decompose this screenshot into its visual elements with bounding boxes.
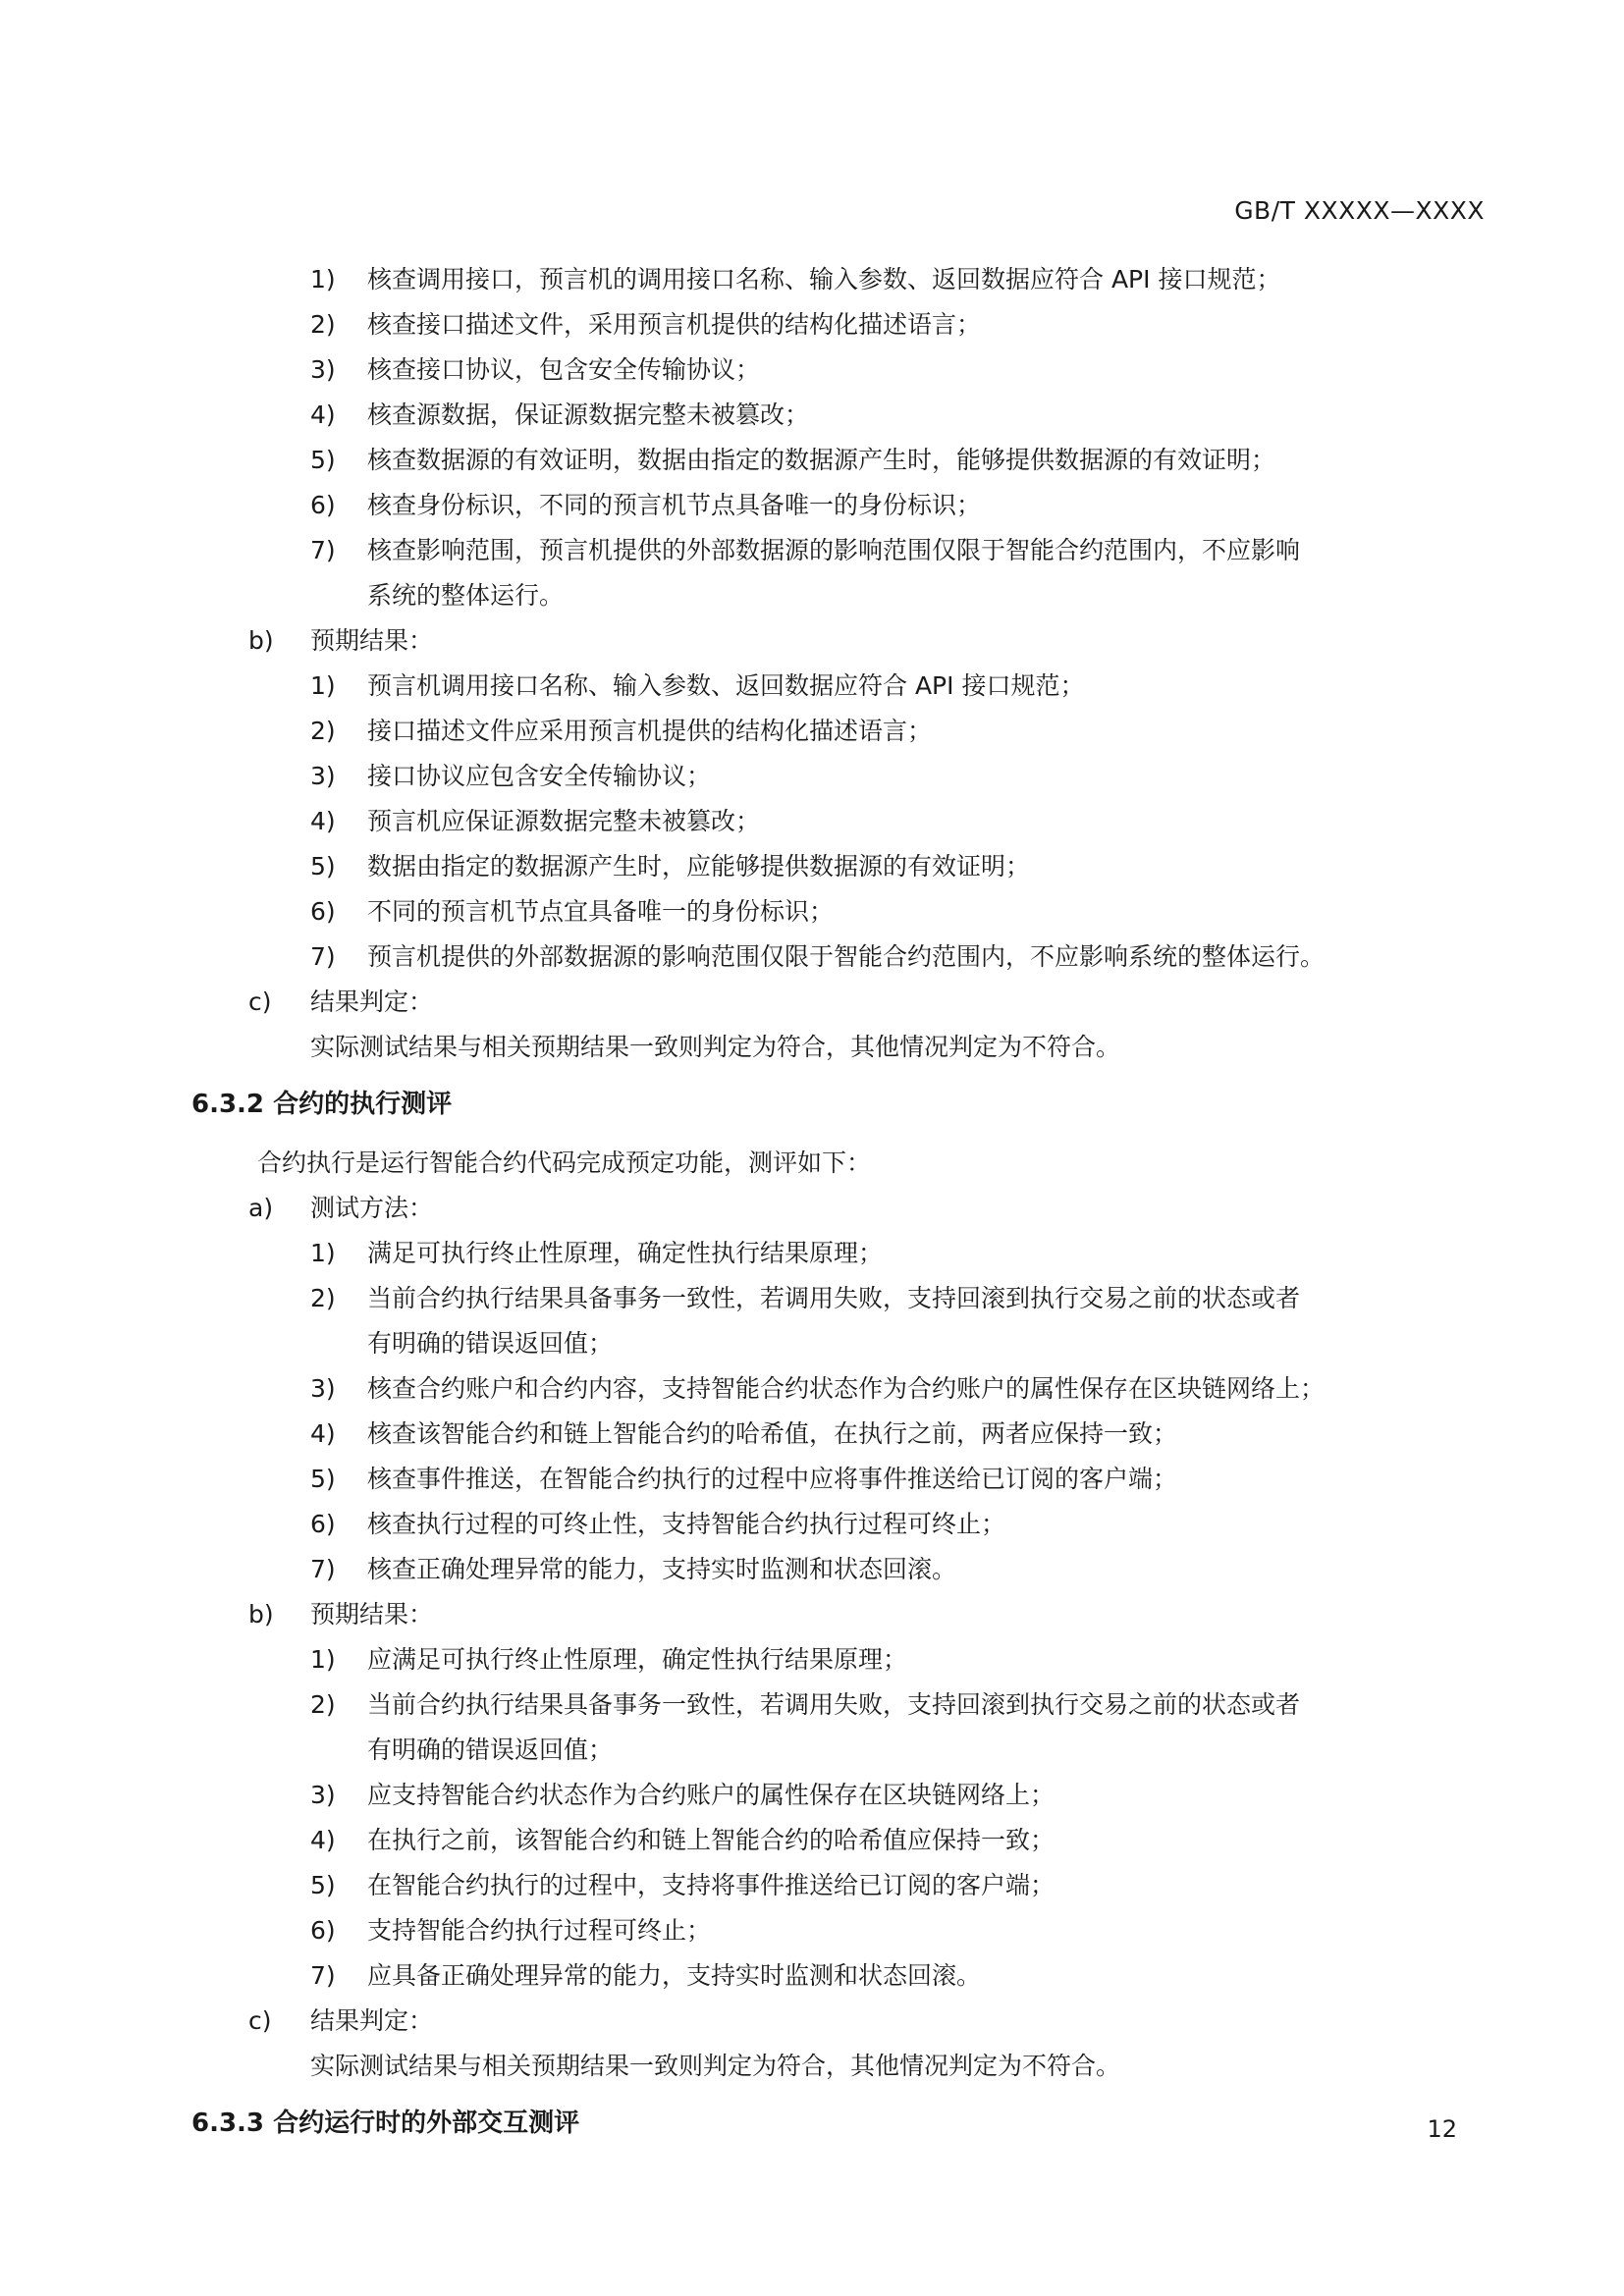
list-item (0, 393, 1624, 438)
item-number: 2) (310, 717, 336, 745)
list-item (0, 1457, 1624, 1502)
item-number: 2) (310, 1284, 336, 1312)
item-text: 在智能合约执行的过程中，支持将事件推送给已订阅的客户端； (367, 1871, 1056, 1899)
list-item (0, 1637, 1624, 1682)
list-label: 结果判定： (310, 988, 434, 1016)
list-item (0, 302, 1624, 347)
list-label: 测试方法： (310, 1194, 434, 1222)
item-number: 7) (310, 1555, 336, 1583)
item-text: 支持智能合约执行过程可终止； (367, 1916, 712, 1945)
item-text: 核查合约账户和合约内容，支持智能合约状态作为合约账户的属性保存在区块链网络上； (367, 1374, 1326, 1403)
list-heading-a2 (0, 1186, 1624, 1231)
list-item (0, 1231, 1624, 1276)
list-item-continuation (0, 1728, 1624, 1773)
list-item (0, 257, 1624, 302)
list-letter: a) (248, 1194, 274, 1222)
list-heading-b2 (0, 1592, 1624, 1637)
intro-text: 合约执行是运行智能合约代码完成预定功能，测评如下： (257, 1148, 872, 1177)
item-text: 应具备正确处理异常的能力，支持实时监测和状态回滚。 (367, 1961, 982, 1990)
item-number: 5) (310, 446, 336, 474)
page-number: 12 (1427, 2115, 1457, 2143)
intro-paragraph (0, 1141, 1624, 1186)
document-code: GB/T XXXXX—XXXX (1234, 196, 1485, 225)
item-number: 2) (310, 1690, 336, 1719)
list-item (0, 1773, 1624, 1818)
list-item (0, 844, 1624, 889)
item-number: 1) (310, 1645, 336, 1674)
list-item (0, 1412, 1624, 1457)
item-text: 核查接口描述文件，采用预言机提供的结构化描述语言； (367, 310, 982, 339)
judgment-text (0, 1025, 1624, 1070)
item-text: 预言机调用接口名称、输入参数、返回数据应符合 API 接口规范； (367, 671, 1085, 700)
section-heading-6-3-2 (0, 1082, 1624, 1127)
item-text: 预言机提供的外部数据源的影响范围仅限于智能合约范围内，不应影响系统的整体运行。 (367, 942, 1326, 971)
item-number: 7) (310, 942, 336, 971)
item-number: 1) (310, 671, 336, 700)
item-number: 1) (310, 265, 336, 294)
item-text: 核查数据源的有效证明，数据由指定的数据源产生时，能够提供数据源的有效证明； (367, 446, 1276, 474)
list-item (0, 1682, 1624, 1728)
section-heading-6-3-3 (0, 2101, 1624, 2146)
list-a2 (0, 1231, 1624, 1592)
list-item (0, 1863, 1624, 1908)
list-label: 预期结果： (310, 1600, 434, 1629)
item-number: 3) (310, 762, 336, 790)
item-text: 接口协议应包含安全传输协议； (367, 762, 712, 790)
list-item-continuation (0, 573, 1624, 618)
list-item (0, 1502, 1624, 1547)
item-text: 核查正确处理异常的能力，支持实时监测和状态回滚。 (367, 1555, 957, 1583)
list-letter: b) (248, 626, 274, 655)
list-item (0, 528, 1624, 573)
item-number: 3) (310, 355, 336, 384)
item-text: 应支持智能合约状态作为合约账户的属性保存在区块链网络上； (367, 1781, 1056, 1809)
list-label: 结果判定： (310, 2006, 434, 2035)
judgment-paragraph: 实际测试结果与相关预期结果一致则判定为符合，其他情况判定为不符合。 (310, 2052, 1121, 2080)
list-item (0, 347, 1624, 393)
list-b1 (0, 664, 1624, 980)
item-number: 6) (310, 1916, 336, 1945)
list-heading-b1 (0, 618, 1624, 664)
item-text: 不同的预言机节点宜具备唯一的身份标识； (367, 897, 835, 926)
list-heading-c1 (0, 980, 1624, 1025)
item-text: 核查接口协议，包含安全传输协议； (367, 355, 761, 384)
list-letter: c) (248, 2006, 272, 2035)
list-item (0, 438, 1624, 483)
item-number: 7) (310, 1961, 336, 1990)
list-a1 (0, 257, 1624, 618)
item-text: 核查执行过程的可终止性，支持智能合约执行过程可终止； (367, 1510, 1006, 1538)
list-item (0, 889, 1624, 934)
document-body (0, 257, 1624, 2146)
section-title: 6.3.2 合约的执行测评 (191, 1090, 453, 1119)
item-number: 3) (310, 1781, 336, 1809)
item-number: 4) (310, 400, 336, 429)
item-number: 4) (310, 807, 336, 835)
item-text: 核查身份标识，不同的预言机节点具备唯一的身份标识； (367, 491, 982, 519)
list-item (0, 934, 1624, 980)
list-item (0, 799, 1624, 844)
list-item (0, 1818, 1624, 1863)
item-number: 6) (310, 1510, 336, 1538)
list-item (0, 1908, 1624, 1953)
item-number: 6) (310, 897, 336, 926)
list-item (0, 1276, 1624, 1321)
item-number: 3) (310, 1374, 336, 1403)
item-text: 核查调用接口，预言机的调用接口名称、输入参数、返回数据应符合 API 接口规范； (367, 265, 1281, 294)
item-number: 5) (310, 1871, 336, 1899)
item-text: 在执行之前，该智能合约和链上智能合约的哈希值应保持一致； (367, 1826, 1056, 1854)
judgment-paragraph: 实际测试结果与相关预期结果一致则判定为符合，其他情况判定为不符合。 (310, 1033, 1121, 1061)
item-text: 当前合约执行结果具备事务一致性，若调用失败，支持回滚到执行交易之前的状态或者 (367, 1284, 1301, 1312)
list-letter: b) (248, 1600, 274, 1629)
list-letter: c) (248, 988, 272, 1016)
item-text: 核查源数据，保证源数据完整未被篡改； (367, 400, 810, 429)
item-text: 接口描述文件应采用预言机提供的结构化描述语言； (367, 717, 933, 745)
item-text: 核查影响范围，预言机提供的外部数据源的影响范围仅限于智能合约范围内，不应影响 (367, 536, 1301, 564)
item-number: 6) (310, 491, 336, 519)
item-text: 当前合约执行结果具备事务一致性，若调用失败，支持回滚到执行交易之前的状态或者 (367, 1690, 1301, 1719)
list-item (0, 1953, 1624, 1999)
item-text-continuation: 有明确的错误返回值； (367, 1735, 614, 1764)
item-text: 数据由指定的数据源产生时，应能够提供数据源的有效证明； (367, 852, 1031, 881)
item-number: 5) (310, 1465, 336, 1493)
item-number: 4) (310, 1826, 336, 1854)
list-item (0, 1547, 1624, 1592)
list-item (0, 1366, 1624, 1412)
item-text: 核查该智能合约和链上智能合约的哈希值，在执行之前，两者应保持一致； (367, 1419, 1178, 1448)
list-item (0, 483, 1624, 528)
item-text: 核查事件推送，在智能合约执行的过程中应将事件推送给已订阅的客户端； (367, 1465, 1178, 1493)
list-item (0, 664, 1624, 709)
item-text: 应满足可执行终止性原理，确定性执行结果原理； (367, 1645, 908, 1674)
item-text: 满足可执行终止性原理，确定性执行结果原理； (367, 1239, 884, 1267)
item-number: 2) (310, 310, 336, 339)
item-number: 1) (310, 1239, 336, 1267)
list-heading-c2 (0, 1999, 1624, 2044)
list-item-continuation (0, 1321, 1624, 1366)
item-text-continuation: 系统的整体运行。 (367, 581, 565, 610)
section-title: 6.3.3 合约运行时的外部交互测评 (191, 2109, 580, 2138)
list-label: 预期结果： (310, 626, 434, 655)
item-text-continuation: 有明确的错误返回值； (367, 1329, 614, 1358)
list-b2 (0, 1637, 1624, 1999)
item-number: 7) (310, 536, 336, 564)
judgment-text (0, 2044, 1624, 2089)
list-item (0, 709, 1624, 754)
item-number: 4) (310, 1419, 336, 1448)
item-number: 5) (310, 852, 336, 881)
list-item (0, 754, 1624, 799)
item-text: 预言机应保证源数据完整未被篡改； (367, 807, 761, 835)
